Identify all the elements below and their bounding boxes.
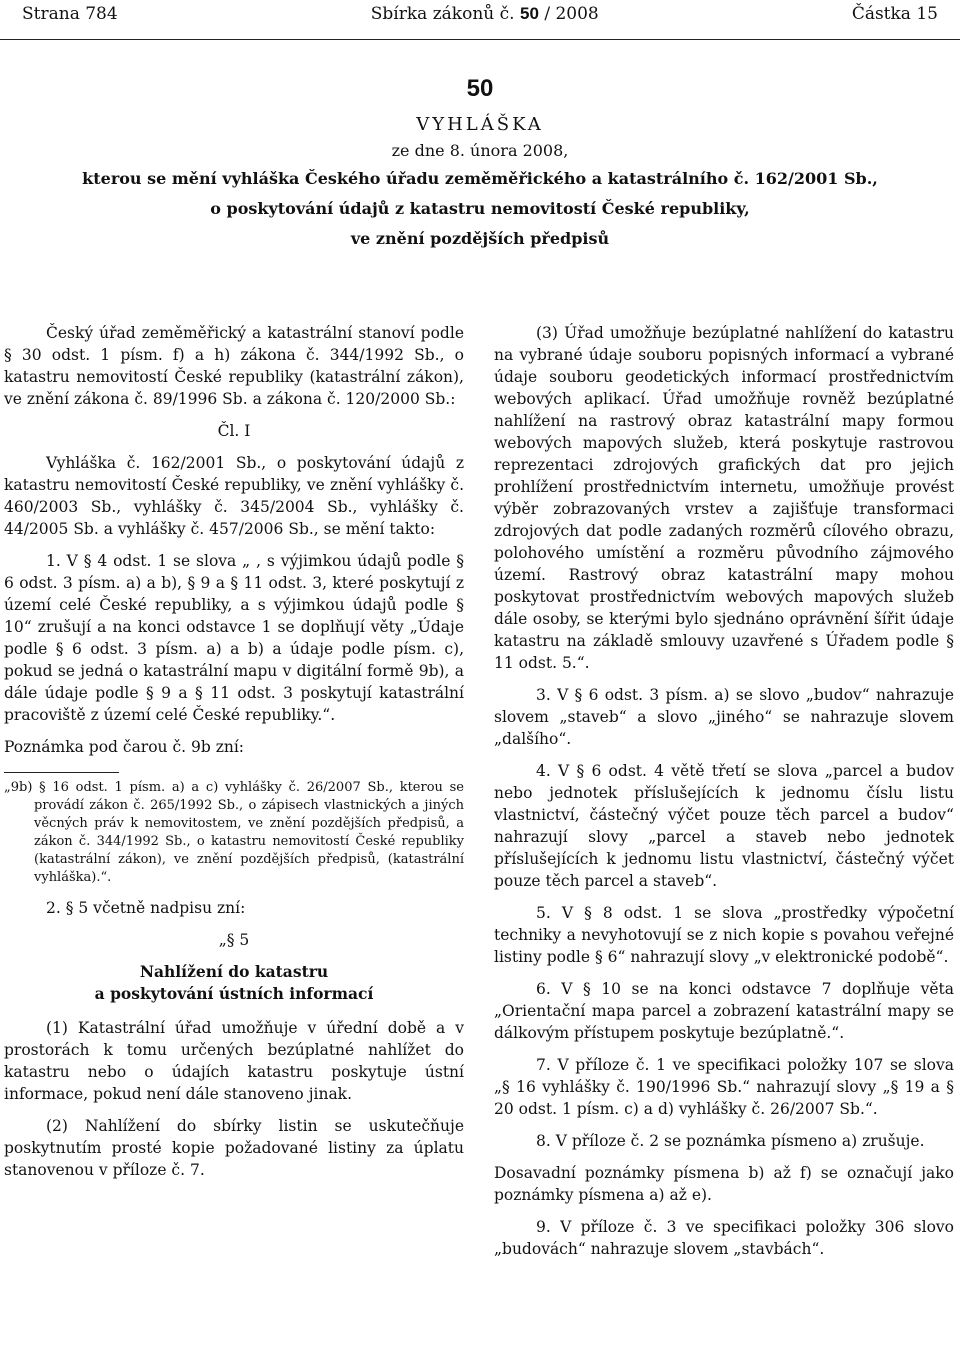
issue-number: Částka 15 [851, 4, 938, 24]
paragraph-1: (1) Katastrální úřad umožňuje v úřední době a v prostorách k tomu určených bezúplatné nahlížet do katastru nebo o údajích katastru poskytuje ústní informace, pokud není dále stanoveno jinak. [4, 1019, 464, 1103]
document-title-line: ve znění pozdějších předpisů [350, 229, 610, 248]
article-intro: Vyhláška č. 162/2001 Sb., o poskytování údajů z katastru nemovitostí České republiky, ve znění vyhlášky č. 460/2003 Sb., vyhlášky č. 345/2004 Sb., vyhlášky č. 44/2005 Sb. a vyhlášky č. 457/2006 Sb., se mění takto: [4, 454, 464, 538]
section-mark: „§ 5 [218, 931, 250, 949]
section-heading-line: Nahlížení do katastru [139, 962, 329, 981]
footnote-intro: Poznámka pod čarou č. 9b zní: [4, 738, 245, 756]
amendment-point-9: 9. V příloze č. 3 ve specifikaci položky 306 slovo „budovách“ nahrazuje slovem „stavbách“. [494, 1218, 954, 1258]
header-rule [0, 39, 960, 40]
amendment-point-6: 6. V § 10 se na konci odstavce 7 doplňuje věta „Orientační mapa parcel a zobrazení katastrální mapy se dálkovým přístupem poskytuje bezúplatně.“. [494, 980, 954, 1042]
collection-year: / 2008 [544, 4, 599, 24]
document-type: VYHLÁŠKA [416, 114, 544, 135]
section-heading-line: a poskytování ústních informací [94, 984, 374, 1003]
running-header [22, 4, 938, 34]
paragraph-2: (2) Nahlížení do sbírky listin se uskutečňuje poskytnutím prosté kopie požadované listiny za úplatu stanovenou v příloze č. 7. [4, 1117, 464, 1179]
section-heading [4, 961, 464, 1005]
collection-number: 50 [519, 4, 539, 23]
amendment-point-3: 3. V § 6 odst. 3 písm. a) se slovo „budov“ nahrazuje slovem „staveb“ a slovo „jiného“ se nahrazuje slovem „dalšího“. [494, 686, 954, 748]
left-column [4, 322, 464, 1191]
amendment-point-8-note: Dosavadní poznámky písmena b) až f) se označují jako poznámky písmena a) až e). [494, 1164, 954, 1204]
footnote-rule [4, 772, 119, 773]
collection-name: Sbírka zákonů č. [370, 4, 515, 24]
article-heading: Čl. I [217, 422, 251, 440]
preamble: Český úřad zeměměřický a katastrální stanoví podle § 30 odst. 1 písm. f) a h) zákona č. 344/1992 Sb., o katastru nemovitostí České republiky (katastrální zákon), ve znění zákona č. 89/1996 Sb. a zákona č. 120/2000 Sb.: [4, 324, 464, 408]
right-column [494, 322, 954, 1270]
amendment-point-5: 5. V § 8 odst. 1 se slova „prostředky výpočetní techniky a nevyhotovují se z nich kopie s povahou veřejné listiny podle § 6“ nahrazují slovy „v elektronické podobě“. [494, 904, 954, 966]
page-number: Strana 784 [22, 4, 118, 24]
amendment-point-2: 2. § 5 včetně nadpisu zní: [46, 899, 246, 917]
amendment-point-1: 1. V § 4 odst. 1 se slova „ , s výjimkou údajů podle § 6 odst. 3 písm. a) a b), § 9 a § 11 odst. 3, které poskytují z území celé České republiky, a s výjimkou údajů podle § 10“ zrušují a na konci odstavce 1 se doplňují věty „Údaje podle § 6 odst. 3 písm. a) a b) a údaje podle písm. c), pokud se jedná o katastrální mapu v digitální formě 9b), a dále údaje podle § 9 a § 11 odst. 3 poskytují katastrální pracoviště z území celé České republiky.“. [4, 552, 464, 724]
amendment-point-8: 8. V příloze č. 2 se poznámka písmeno a) zrušuje. [536, 1132, 925, 1150]
footnote-9b: „9b) § 16 odst. 1 písm. a) a c) vyhlášky č. 26/2007 Sb., kterou se provádí zákon č. 265/1992 Sb., o zápisech vlastnických a jiných věcných práv k nemovitostem, ve znění pozdějších předpisů, a zákon č. 344/1992 Sb., o katastru nemovitostí České republiky (katastrální zákon), ve znění pozdějších předpisů, (katastrální vyhláška).“. [4, 780, 464, 885]
collection-reference [371, 4, 599, 24]
amendment-point-7: 7. V příloze č. 1 ve specifikaci položky 107 se slova „§ 16 vyhlášky č. 190/1996 Sb.“ nahrazují slovy „§ 19 a § 20 odst. 1 písm. c) a d) vyhlášky č. 26/2007 Sb.“. [494, 1056, 954, 1118]
amendment-point-4: 4. V § 6 odst. 4 větě třetí se slova „parcel a budov nebo jednotek příslušejících k jednomu číslu listu vlastnictví, částečný výčet pouze těch parcel a budov“ nahrazují slovy „parcel a staveb nebo jednotek příslušejících k jednomu listu vlastnictví, částečný výčet pouze těch parcel a staveb“. [494, 762, 954, 890]
document-title-line: kterou se mění vyhláška Českého úřadu zeměměřického a katastrálního č. 162/2001 Sb., [82, 169, 878, 188]
document-title-line: o poskytování údajů z katastru nemovitostí České republiky, [210, 199, 750, 218]
paragraph-3: (3) Úřad umožňuje bezúplatné nahlížení do katastru na vybrané údaje souboru popisných informací a vybrané údaje souboru geodetických informací prostřednictvím webových aplikací. Úřad umožňuje rovněž bezúplatné nahlížení na rastrový obraz katastrální mapy formou webových mapových služeb, která poskytuje rastrovou reprezentaci zdrojových grafických dat pro jejich prohlížení prostřednictvím internetu, umožňuje provést výběr zobrazovaných vrstev a zajišťuje transformaci zdrojových dat podle zadaných rozměrů cílového obrazu, polohového umístění a rozměru původního zájmového území. Rastrový obraz katastrální mapy mohou poskytovat prostřednictvím webových mapových služeb dále osoby, se kterými bylo sjednáno oprávnění šířit údaje katastru na základě smlouvy uzavřené s Úřadem podle § 11 odst. 5.“. [494, 324, 954, 672]
document-date: ze dne 8. února 2008, [391, 141, 569, 160]
title-block [0, 74, 960, 254]
document-number: 50 [466, 75, 494, 102]
